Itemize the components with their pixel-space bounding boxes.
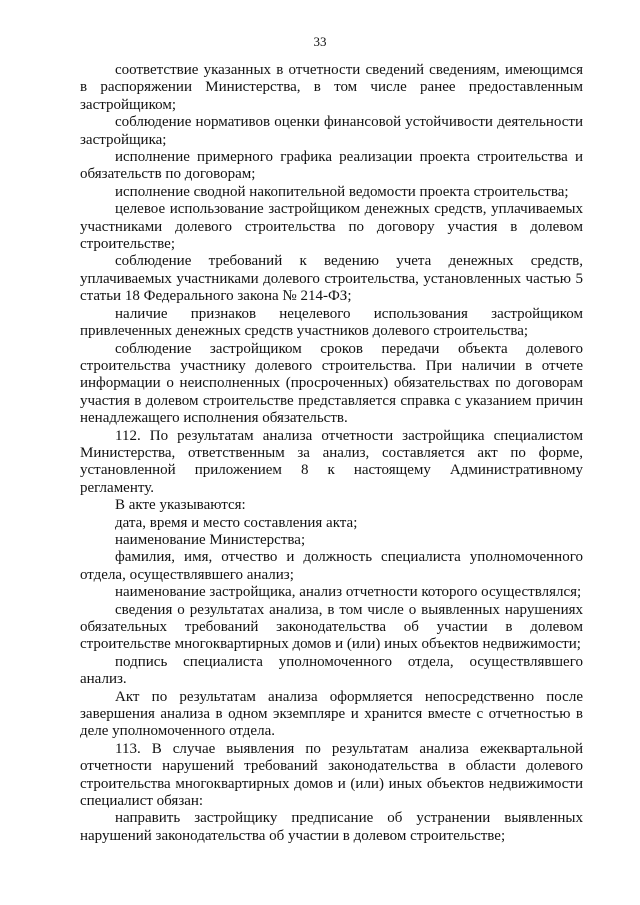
- paragraph: наименование застройщика, анализ отчетности которого осуществлялся;: [115, 584, 582, 601]
- paragraph: наличие признаков нецелевого использования застройщиком привлеченных денежных средств участников долевого строительства;: [80, 305, 583, 340]
- paragraph: соблюдение застройщиком сроков передачи объекта долевого строительства участнику долевого строительства. При наличии в отчете информации о неисполненных (просроченных) обязательствах по договорам участия в долевом строительстве представляется справка с указанием причин ненадлежащего исполнения обязательств.: [80, 340, 583, 427]
- paragraph: направить застройщику предписание об устранении выявленных нарушений законодательства об участии в долевом строительстве;: [80, 810, 583, 844]
- paragraph: исполнение примерного графика реализации проекта строительства и обязательств по договорам;: [80, 149, 583, 183]
- paragraph: соблюдение нормативов оценки финансовой устойчивости деятельности застройщика;: [80, 114, 583, 148]
- paragraph: фамилия, имя, отчество и должность специалиста уполномоченного отдела, осуществлявшего анализ;: [80, 549, 583, 583]
- paragraph: дата, время и место составления акта;: [115, 514, 358, 531]
- paragraph: соответствие указанных в отчетности сведений сведениям, имеющимся в распоряжении Министерства, в том числе ранее предоставленным застройщиком;: [80, 62, 583, 113]
- paragraph-113: 113. В случае выявления по результатам анализа ежеквартальной отчетности нарушений требований законодательства в области долевого строительства многоквартирных домов и (или) иных объектов недвижимости специалист обязан:: [80, 740, 583, 810]
- page-number: 33: [313, 34, 327, 49]
- paragraph: В акте указываются:: [115, 497, 246, 514]
- paragraph: исполнение сводной накопительной ведомости проекта строительства;: [115, 183, 569, 200]
- document-body: [80, 62, 583, 845]
- paragraph: наименование Министерства;: [115, 531, 306, 548]
- paragraph: соблюдение требований к ведению учета денежных средств, уплачиваемых участниками долевого строительства, установленных частью 5 статьи 18 Федерального закона № 214-ФЗ;: [80, 253, 583, 305]
- paragraph-112: 112. По результатам анализа отчетности застройщика специалистом Министерства, ответственным за анализ, составляется акт по форме, установленной приложением 8 к настоящему Административному регламенту.: [80, 427, 583, 496]
- paragraph: подпись специалиста уполномоченного отдела, осуществлявшего анализ.: [80, 653, 583, 688]
- paragraph: Акт по результатам анализа оформляется непосредственно после завершения анализа в одном экземпляре и хранится вместе с отчетностью в деле уполномоченного отдела.: [80, 688, 583, 740]
- paragraph: целевое использование застройщиком денежных средств, уплачиваемых участниками долевого строительства по договору участия в долевом строительстве;: [80, 201, 583, 253]
- paragraph: сведения о результатах анализа, в том числе о выявленных нарушениях обязательных требований законодательства об участии в долевом строительстве многоквартирных домов и (или) иных объектов недвижимости;: [80, 601, 583, 653]
